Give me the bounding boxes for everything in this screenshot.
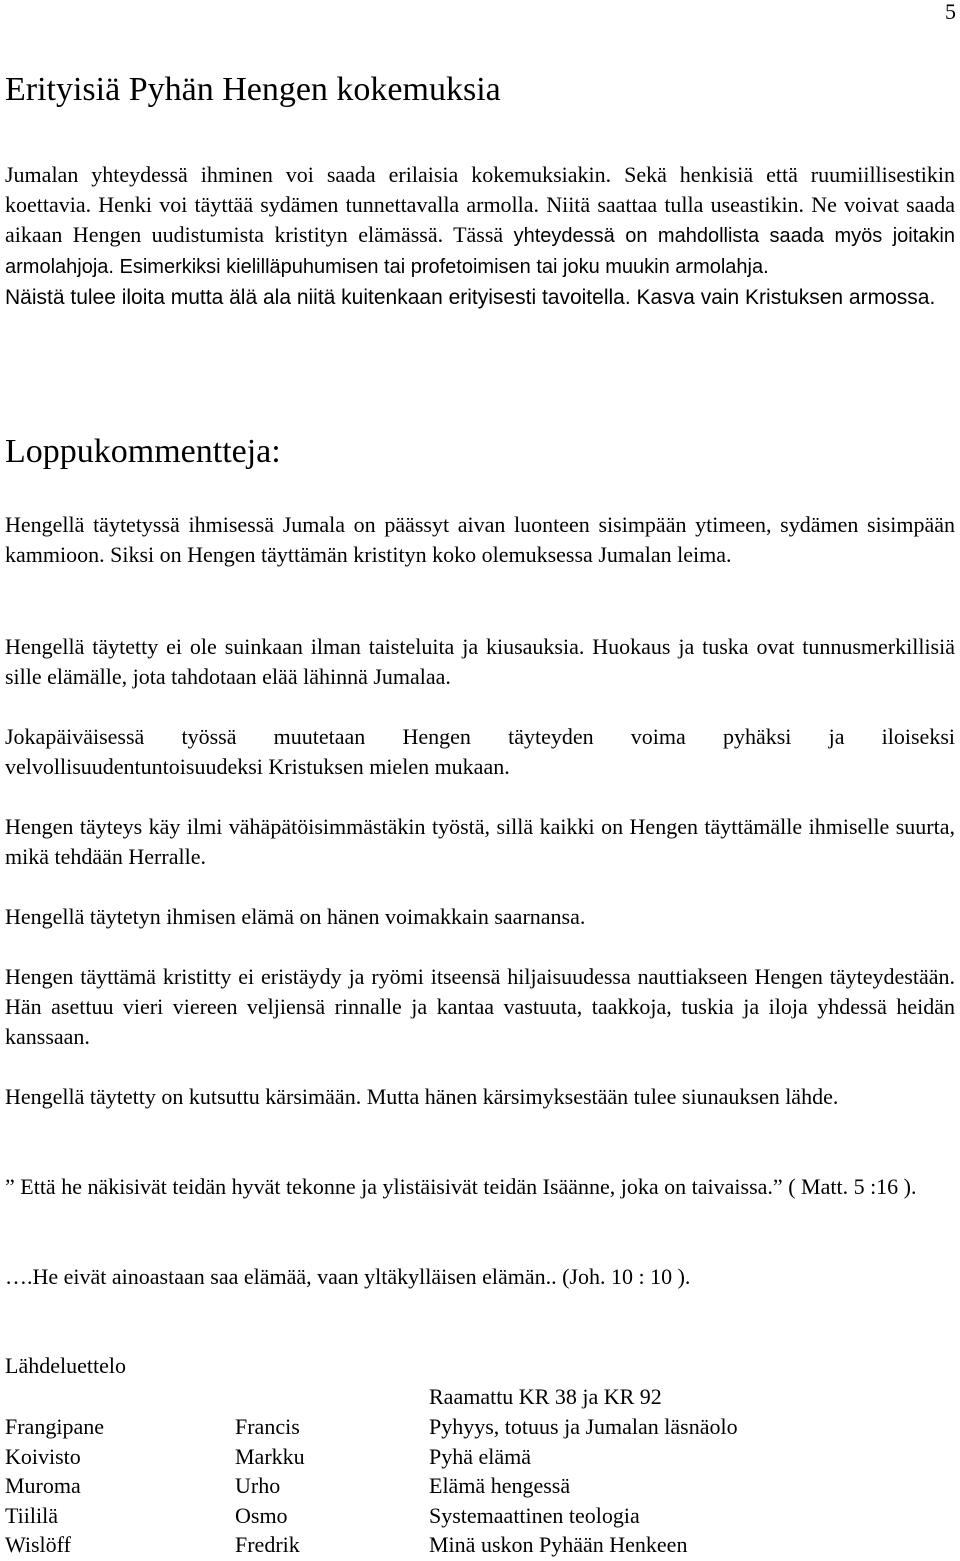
comment-paragraph: Hengellä täytetty ei ole suinkaan ilman taisteluita ja kiusauksia. Huokaus ja tuska ovat tunnusmerkillisiä sille elämälle, jota tahdotaan elää lähinnä Jumalaa.	[5, 634, 955, 689]
book-title: Pyhyys, totuus ja Jumalan läsnäolo	[429, 1414, 738, 1439]
author-last-name: Tiililä	[5, 1502, 58, 1528]
closing-comments-heading: Loppukommentteja:	[5, 433, 281, 470]
author-last-name: Muroma	[5, 1473, 81, 1498]
author-last-name: Koivisto	[5, 1443, 81, 1469]
author-first-name: Osmo	[235, 1502, 288, 1528]
book-title: Elämä hengessä	[429, 1473, 571, 1498]
book-title: Minä uskon Pyhään Henkeen	[429, 1532, 688, 1557]
comment-paragraph: Hengellä täytetty on kutsuttu kärsimään. Mutta hänen kärsimyksestään tulee siunauksen lähde.	[5, 1084, 839, 1109]
sources-bible: Raamattu KR 38 ja KR 92	[429, 1384, 662, 1409]
author-first-name: Fredrik	[235, 1532, 300, 1557]
comment-paragraph: Jokapäiväisessä työssä muutetaan Hengen täyteyden voima pyhäksi ja iloiseksi velvollisuudentuntoisuudeksi Kristuksen mielen mukaan.	[5, 724, 955, 779]
bible-quote: ” Että he näkisivät teidän hyvät tekonne ja ylistäisivät teidän Isäänne, joka on taivaissa.” ( Matt. 5 :16 ).	[5, 1174, 917, 1199]
comment-paragraph: Hengen täyttämä kristitty ei eristäydy ja ryömi itseensä hiljaisuudessa nauttiakseen Hengen täyteydestään. Hän asettuu vieri viereen veljiensä rinnalle ja kantaa vastuuta, taakkoja, tuskia ja iloja yhdessä heidän kanssaan.	[5, 964, 955, 1049]
intro-text-serif: Jumalan yhteydessä ihminen voi saada erilaisia kokemuksiakin. Sekä henkisiä että ruumiillisestikin koettavia. Henki voi täyttää sydämen tunnettavalla armolla. Niitä saattaa tulla useastikin. Ne voivat saada aikaan Hengen uudistumista kristityn elämässä. Tässä	[5, 162, 955, 247]
book-title: Pyhä elämä	[429, 1443, 532, 1469]
page-number: 5	[945, 0, 956, 24]
author-last-name: Wislöff	[5, 1532, 71, 1557]
intro-paragraph	[5, 160, 955, 313]
author-first-name: Urho	[235, 1473, 281, 1498]
comment-paragraph: Hengen täyteys käy ilmi vähäpätöisimmästäkin työstä, sillä kaikki on Hengen täyttämälle ihmiselle suurta, mikä tehdään Herralle.	[5, 814, 955, 869]
author-first-name: Francis	[235, 1414, 300, 1439]
intro-text-sans: yhteydessä on mahdollista saada myös joitakin armolahjoja. Esimerkiksi kielilläpuhumisen tai profetoimisen tai joku muukin armolahja.	[5, 225, 955, 278]
bible-quote: ….He eivät ainoastaan saa elämää, vaan yltäkylläisen elämän.. (Joh. 10 : 10 ).	[5, 1264, 691, 1289]
comment-paragraph: Hengellä täytetyssä ihmisessä Jumala on päässyt aivan luonteen sisimpään ytimeen, sydämen sisimpään kammioon. Siksi on Hengen täyttämän kristityn koko olemuksessa Jumalan leima.	[5, 512, 955, 567]
sources-title: Lähdeluettelo	[5, 1353, 126, 1378]
author-first-name: Markku	[235, 1443, 305, 1469]
section-heading: Erityisiä Pyhän Hengen kokemuksia	[5, 71, 501, 108]
book-title: Systemaattinen teologia	[429, 1502, 640, 1528]
author-last-name: Frangipane	[5, 1414, 104, 1439]
intro-text-sans-2: Näistä tulee iloita mutta älä ala niitä kuitenkaan erityisesti tavoitella. Kasva vain Kristuksen armossa.	[5, 286, 936, 309]
comment-paragraph: Hengellä täytetyn ihmisen elämä on hänen voimakkain saarnansa.	[5, 904, 586, 929]
